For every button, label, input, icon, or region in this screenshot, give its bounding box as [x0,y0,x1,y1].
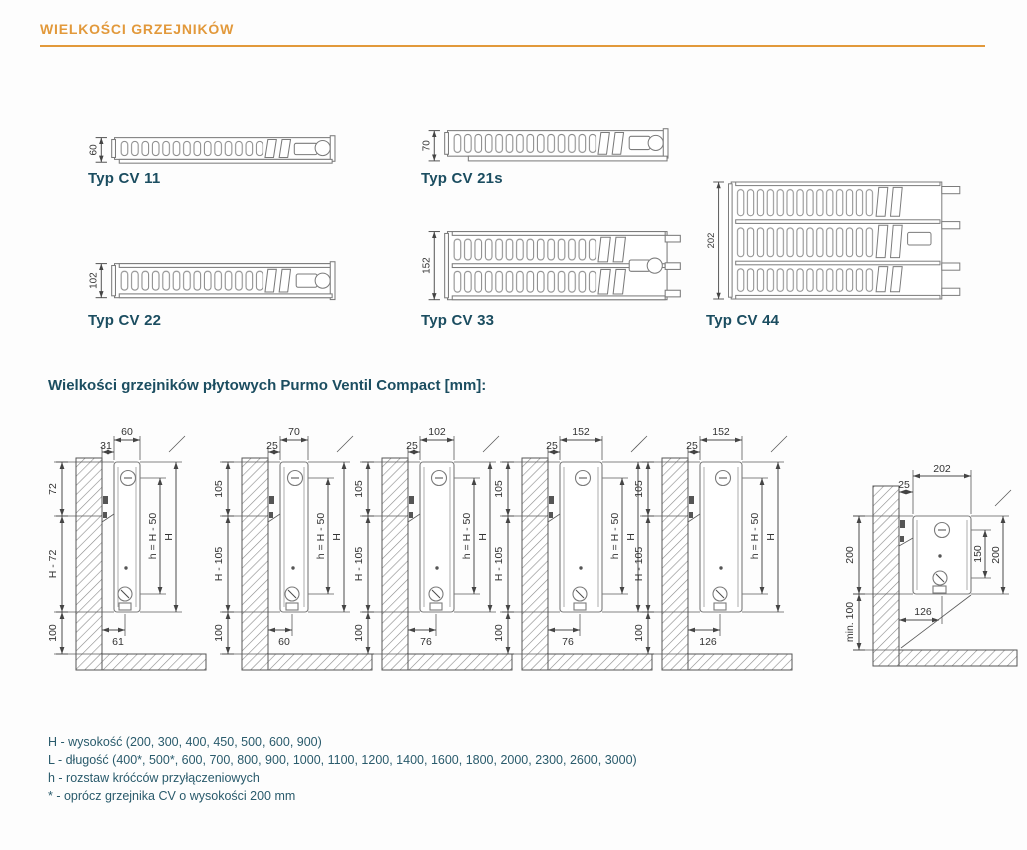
dim-middle: H - 105 [633,546,645,582]
dim-wall-gap: 31 [100,440,112,452]
dim-depth: 152 [572,426,590,438]
dim-wall-gap: 25 [546,440,558,452]
dim-depth: 60 [121,426,133,438]
valve-knob [647,258,662,273]
dim-lower: 100 [213,624,225,642]
wall-and-floor [76,458,206,670]
radiator [688,462,742,612]
radiator-section [445,232,681,300]
radiator-section [112,136,335,163]
dim-pipe-spacing: h = H - 50 [461,512,473,560]
bracket [549,512,553,518]
dim-bottom-offset: 76 [562,636,574,648]
dim-bottom-offset: 76 [420,636,432,648]
cross-section-cv33 [421,224,686,309]
valve-body [908,232,931,245]
footnotes [48,733,637,805]
dim-middle: H - 72 [47,549,59,579]
bracket [103,512,107,518]
label-cv44: Typ CV 44 [706,312,780,329]
drain [430,603,442,610]
depth-dimension [89,264,107,298]
side-view-cv11-slot [40,420,212,678]
bracket [900,536,904,542]
dim-middle: H - 105 [213,546,225,582]
bracket [269,512,273,518]
dim-upper: 105 [633,480,645,498]
label-cv33: Typ CV 33 [421,312,495,329]
dim-pipe-spacing: h = H - 50 [609,512,621,560]
dim-height: H [765,533,777,541]
dim-lower: 100 [353,624,365,642]
pipe-stub [942,288,960,295]
cross-section-cv44 [706,173,976,308]
depth-dimension [706,182,724,299]
cross-section-cv22 [88,257,353,306]
dim-depth: 102 [88,272,100,289]
depth-dimension [422,232,440,300]
cross-section-cv21s [421,124,686,169]
side-view-5 [626,420,798,678]
dim-depth: 70 [288,426,300,438]
dim-pipe-spacing: h = H - 50 [147,512,159,560]
side-view-1 [40,420,212,678]
dim-depth: 152 [421,257,433,274]
dim-middle: H - 105 [353,546,365,582]
dim-upper: 72 [47,483,59,495]
dim-height: H [625,533,637,541]
dim-radiator-height: 200 [844,546,856,564]
dim-wall-gap: 25 [406,440,418,452]
bracket [103,496,108,504]
radiator-section [445,129,668,161]
dim-depth: 202 [933,463,951,475]
side-view-cv44-slot [626,420,798,678]
pipe-stub [942,187,960,194]
bracket [549,496,554,504]
page-title: WIELKOŚCI GRZEJNIKÓW [40,21,235,37]
valve-knob [648,135,663,150]
dim-wall-gap: 25 [266,440,278,452]
label-cv21s: Typ CV 21s [421,170,503,187]
radiator-section [729,182,960,299]
dim-height: H [163,533,175,541]
bracket [900,520,905,528]
bracket [409,496,414,504]
cross-section-cv11 [88,131,353,169]
dim-height: H [477,533,489,541]
dim-bottom-offset: 61 [112,636,124,648]
dim-upper: 105 [213,480,225,498]
dim-lower: 100 [493,624,505,642]
valve-knob [315,140,330,155]
dim-floor-clearance: min. 100 [844,601,856,643]
drain [714,603,726,610]
radiator [899,516,971,594]
radiator [102,462,140,612]
radiator [548,462,602,612]
dim-bottom-offset: 126 [914,606,932,618]
bracket [409,512,413,518]
dim-pipe-spacing: h = H - 50 [749,512,761,560]
footnote-asterisk: * - oprócz grzejnika CV o wysokości 200 mm [48,789,296,803]
side-view-detail [843,462,1023,682]
section-title: Wielkości grzejników płytowych Purmo Ventil Compact [mm]: [48,377,487,394]
dim-depth: 102 [428,426,446,438]
radiator [268,462,308,612]
radiator-section [112,262,335,300]
pipe-stub [942,222,960,229]
dim-bottom-offset: 60 [278,636,290,648]
depth-dimension [89,138,107,163]
dim-lower: 100 [633,624,645,642]
drain [119,603,131,610]
label-cv11: Typ CV 11 [88,170,161,187]
footnote-h-small: h - rozstaw króćców przyłączeniowych [48,771,260,785]
dim-wall-gap: 25 [686,440,698,452]
bracket [689,512,693,518]
dim-upper: 105 [353,480,365,498]
drain [933,586,946,593]
label-cv22: Typ CV 22 [88,312,162,329]
valve-knob [315,273,330,288]
depth-dimension [422,131,440,161]
dim-middle: H - 105 [493,546,505,582]
drain [574,603,586,610]
dim-depth: 60 [88,144,100,156]
footnote-h: H - wysokość (200, 300, 400, 450, 500, 600, 900) [48,735,322,749]
dim-height: H [331,533,343,541]
dim-pipe-spacing: h = H - 50 [315,512,327,560]
bracket [269,496,274,504]
dim-height: 200 [990,546,1002,564]
dim-pipe-spacing: 150 [972,545,984,563]
dim-upper: 105 [493,480,505,498]
dim-depth: 202 [706,232,718,249]
radiator [408,462,454,612]
dim-depth: 152 [712,426,730,438]
dim-lower: 100 [47,624,59,642]
dim-depth: 70 [421,140,433,152]
dim-bottom-offset: 126 [699,636,717,648]
dim-wall-gap: 25 [898,479,910,491]
drain [286,603,298,610]
footnote-l: L - długość (400*, 500*, 600, 700, 800, 900, 1000, 1100, 1200, 1400, 1600, 1800, 2000, 2300, 2600, 3000) [48,753,637,767]
pipe-stub [942,263,960,270]
bracket [689,496,694,504]
title-underline [40,45,985,47]
